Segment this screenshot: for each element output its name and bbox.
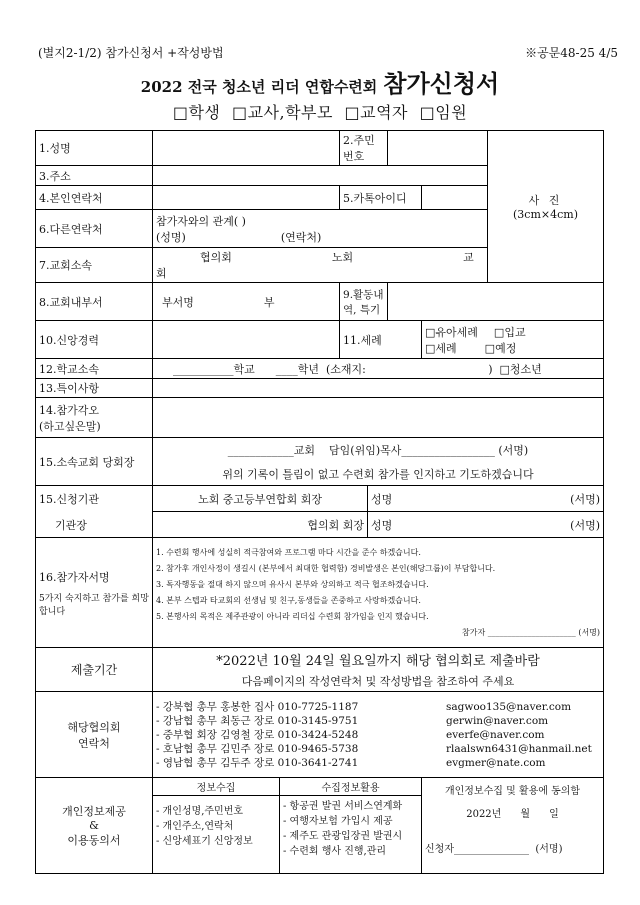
agree-note: 5가지 숙지하고 참가를 희망합니다	[39, 593, 149, 617]
input-address[interactable]	[153, 166, 488, 186]
relation-detail	[156, 229, 484, 245]
input-kakao[interactable]	[422, 186, 488, 210]
org-line2: 기관장	[55, 518, 87, 532]
photo-label: 사 진	[528, 194, 563, 207]
input-phone[interactable]	[153, 186, 340, 210]
label-contacts	[36, 692, 153, 778]
contact-email[interactable]: evgmer@nate.com	[446, 756, 546, 769]
contact-email[interactable]: everfe@naver.com	[446, 728, 545, 741]
deadline-info	[153, 648, 604, 692]
org-sign-2-mark: (서명)	[570, 518, 601, 532]
pastor-statement: 위의 기록이 틀림이 없고 수련회 참가를 인지하고 기도하겠습니다	[222, 467, 534, 481]
label-pastor: 15.소속교회 당회장	[36, 438, 153, 486]
category-teacher-parent[interactable]: □교사,학부모	[231, 103, 333, 122]
use-title: 수집정보활용	[280, 778, 421, 796]
pledge-item: 3. 독자행동을 절대 하지 않으며 유사시 본부와 상의하고 적극 협조하겠습니다.	[156, 579, 429, 589]
contact-row	[156, 742, 600, 756]
label-baptism: 11.세례	[340, 321, 422, 359]
consent-applicant: 신청자_______________ (서명)	[425, 844, 563, 855]
org-presbytery-head: 노회 중고등부연합회 회장	[153, 486, 368, 512]
category-student[interactable]: □학생	[172, 103, 221, 122]
contact-row	[156, 728, 600, 742]
label-other-contact: 6.다른연락처	[36, 210, 153, 248]
label-activity: 9.활동내역, 특기	[340, 283, 388, 321]
pledge-item: 5. 본행사의 목적은 제주관광이 아니라 리더십 수련회 참가임을 인지 했습니다.	[156, 611, 429, 621]
label-kakao: 5.카톡아이디	[340, 186, 422, 210]
privacy-collect	[153, 778, 280, 874]
application-form	[35, 130, 604, 874]
label-special: 13.특이사항	[36, 379, 153, 398]
agree-title: 16.참가자서명	[39, 570, 110, 584]
label-agree	[36, 538, 153, 648]
relation-phone-label: (연락처)	[280, 230, 322, 244]
title-main: 참가신청서	[383, 69, 500, 98]
use-item: - 제주도 관광입장권 발권시	[283, 831, 403, 842]
pastor-line: ____________교회 담임(위임)목사_________________ (서명)	[227, 443, 529, 457]
org-sign-1-mark: (서명)	[570, 492, 601, 506]
input-activity[interactable]	[388, 283, 604, 321]
baptism-planned[interactable]: □예정	[484, 341, 517, 355]
page-title	[0, 64, 640, 99]
dept-name: 부서명	[162, 295, 194, 309]
org-sign-2[interactable]	[368, 512, 604, 538]
input-church[interactable]	[153, 248, 488, 283]
contact-row	[156, 756, 600, 770]
pledge-item: 1. 수련회 행사에 성실히 적극참여와 프로그램 마다 시간을 준수 하겠습니다.	[156, 547, 421, 557]
label-resolve	[36, 398, 153, 438]
contacts-label-1: 해당협의회	[67, 720, 121, 734]
category-officer[interactable]: □임원	[419, 103, 468, 122]
input-other-contact[interactable]	[153, 210, 488, 248]
org-sign-2-label: 성명	[371, 518, 393, 532]
privacy-use	[280, 778, 422, 874]
collect-item: - 개인주소,연락처	[156, 821, 234, 832]
contact-text: - 영남협 총무 김두주 장로 010-3641-2741	[156, 756, 359, 769]
title-prefix: 2022 전국 청소년 리더 연합수련회	[140, 78, 378, 96]
label-privacy	[36, 778, 153, 874]
photo-size: (3cm×4cm)	[513, 208, 578, 221]
deadline-sub: 다음페이지의 작성연락처 및 작성방법을 참조하여 주세요	[241, 675, 515, 688]
collect-item: - 신앙세표기 신앙정보	[156, 836, 253, 847]
contact-text: - 중부협 회장 김영철 장로 010-3424-5248	[156, 728, 359, 741]
contacts-label-2: 연락처	[78, 736, 110, 750]
resolve-line2: (하고싶은말)	[39, 419, 101, 433]
use-item: - 수련회 행사 진행,관리	[283, 846, 387, 857]
church-council: 협의회	[200, 251, 232, 264]
label-org	[36, 486, 153, 538]
deadline-main: *2022년 10월 24일 월요일까지 해당 협의회로 제출바람	[216, 654, 540, 669]
form-code: (별지2-1/2) 참가신청서 +작성방법	[38, 46, 224, 60]
label-school: 12.학교소속	[36, 359, 153, 379]
contact-row	[156, 714, 600, 728]
label-church: 7.교회소속	[36, 248, 153, 283]
pastor-sign-area[interactable]	[153, 438, 604, 486]
consent-title: 개인정보수집 및 활용에 동의함	[444, 786, 581, 797]
input-resident-no[interactable]	[388, 131, 488, 166]
input-department[interactable]	[153, 283, 340, 321]
input-school[interactable]: ___________학교 ____학년 (소재지: ) □청소년	[153, 359, 604, 379]
pledge-item: 4. 본부 스텝과 타교회의 선생님 및 친구,동생들을 존중하고 사랑하겠습니다.	[156, 595, 421, 605]
contact-email[interactable]: rlaalswn6431@hanmail.net	[446, 742, 592, 755]
use-item: - 여행자보험 가입시 제공	[283, 816, 393, 827]
baptism-confirm[interactable]: □입교	[493, 325, 526, 339]
contact-email[interactable]: gerwin@naver.com	[446, 714, 549, 727]
label-department: 8.교회내부서	[36, 283, 153, 321]
pledge-list	[153, 538, 604, 648]
baptism-infant[interactable]: □유아세례	[425, 325, 478, 339]
label-faith: 10.신앙경력	[36, 321, 153, 359]
collect-item: - 개인성명,주민번호	[156, 806, 244, 817]
participant-sign[interactable]: 참가자 ______________________ (서명)	[462, 627, 601, 637]
category-clergy[interactable]: □교역자	[344, 103, 409, 122]
category-checkboxes	[0, 100, 640, 123]
label-resident-no: 2.주민번호	[340, 131, 388, 166]
baptism-options	[422, 321, 604, 359]
church-name: 교회	[156, 251, 474, 280]
input-special[interactable]	[153, 379, 604, 398]
contact-text: - 강남협 총무 최동근 장로 010-3145-9751	[156, 714, 359, 727]
label-deadline: 제출기간	[36, 648, 153, 692]
collect-title: 정보수집	[153, 778, 279, 796]
org-sign-1[interactable]	[368, 486, 604, 512]
privacy-label-1: 개인정보제공	[62, 805, 126, 818]
input-name[interactable]	[153, 131, 340, 166]
contact-text: - 호남협 총무 김민주 장로 010-9465-5738	[156, 742, 359, 755]
consent-date: 2022년 월 일	[466, 809, 559, 820]
label-name: 1.성명	[36, 131, 153, 166]
contacts-list	[153, 692, 604, 778]
contact-row	[156, 700, 600, 714]
relation-line: 참가자와의 관계( )	[156, 214, 246, 228]
label-phone: 4.본인연락처	[36, 186, 153, 210]
relation-name-label: (성명)	[156, 230, 186, 244]
dept-suffix: 부	[263, 295, 275, 309]
input-resolve[interactable]	[153, 398, 604, 438]
photo-box[interactable]	[488, 131, 604, 283]
org-sign-1-label: 성명	[371, 492, 393, 506]
resolve-line1: 14.참가각오	[39, 403, 99, 417]
pledge-item: 2. 참가후 개인사정이 생길시 (본부에서 최대한 협력함) 경비발생은 본인(해당그룹)이 부담합니다.	[156, 563, 496, 573]
privacy-label-3: 이용동의서	[67, 834, 121, 847]
org-council-head: 협의회 회장	[153, 512, 368, 538]
label-address: 3.주소	[36, 166, 153, 186]
church-presbytery: 노회	[331, 251, 354, 264]
use-item: - 항공권 발권 서비스연계화	[283, 801, 403, 812]
contact-email[interactable]: sagwoo135@naver.com	[446, 700, 572, 713]
contact-text: - 강북협 총무 홍봉한 집사 010-7725-1187	[156, 700, 359, 713]
document-reference: ※공문48-25 4/5	[525, 46, 618, 60]
privacy-label-2: &	[89, 819, 99, 832]
input-faith[interactable]	[153, 321, 340, 359]
baptism-adult[interactable]: □세례	[425, 341, 457, 355]
org-line1: 15.신청기관	[39, 492, 99, 506]
privacy-consent[interactable]	[422, 778, 604, 874]
